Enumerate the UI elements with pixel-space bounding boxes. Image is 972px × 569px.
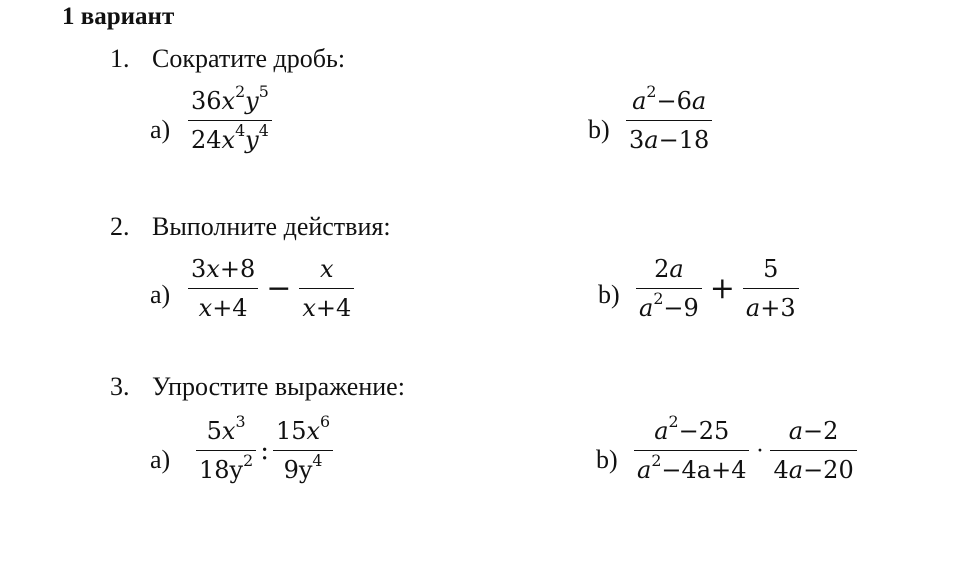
fraction: $\frac{15x^6}{9y^4}$ — [273, 418, 333, 484]
task-2-number: 2. — [110, 212, 130, 241]
task-2a-label: a) — [150, 280, 171, 309]
task-1a-label: a) — [150, 115, 171, 144]
task-1-text: Сократите дробь: — [152, 44, 346, 73]
task-2a-expression — [188, 256, 354, 322]
task-1b-expression — [626, 82, 712, 154]
minus-operator: − — [266, 271, 292, 307]
task-3a-label: a) — [150, 445, 171, 474]
plus-operator: + — [709, 271, 735, 307]
task-2b-label: b) — [598, 280, 620, 309]
task-2b-expression — [636, 256, 799, 322]
task-1 — [110, 44, 345, 74]
fraction: $\frac{2a}{a^2-9}$ — [636, 256, 702, 322]
task-2 — [110, 212, 391, 242]
multiply-operator: · — [756, 438, 764, 464]
task-3 — [110, 372, 405, 402]
task-3-text: Упростите выражение: — [152, 372, 405, 401]
fraction: $\frac{5}{a+3}$ — [743, 256, 799, 322]
variant-title: 1 вариант — [62, 3, 175, 30]
colon-operator: : — [260, 436, 269, 467]
task-3-number: 3. — [110, 372, 130, 401]
task-1-number: 1. — [110, 44, 130, 73]
task-3b-expression — [634, 412, 857, 484]
task-1b-label: b) — [588, 115, 610, 144]
task-1a-expression — [188, 82, 272, 154]
task-3b-label: b) — [596, 445, 618, 474]
task-3a-expression — [196, 412, 333, 484]
fraction: $\frac{a^2-6a}{3a-18}$ — [626, 88, 712, 154]
fraction: $\frac{a-2}{4a-20}$ — [770, 418, 856, 484]
fraction: $\frac{3x+8}{x+4}$ — [188, 256, 258, 322]
fraction: $\frac{36x^2y^5}{24x^4y^4}$ — [188, 88, 272, 154]
fraction: $\frac{5x^3}{18y^2}$ — [196, 418, 256, 484]
task-2-text: Выполните действия: — [152, 212, 391, 241]
fraction: $\frac{a^2-25}{a^2-4a+4}$ — [634, 418, 749, 484]
fraction: $\frac{x}{x+4}$ — [299, 256, 354, 322]
